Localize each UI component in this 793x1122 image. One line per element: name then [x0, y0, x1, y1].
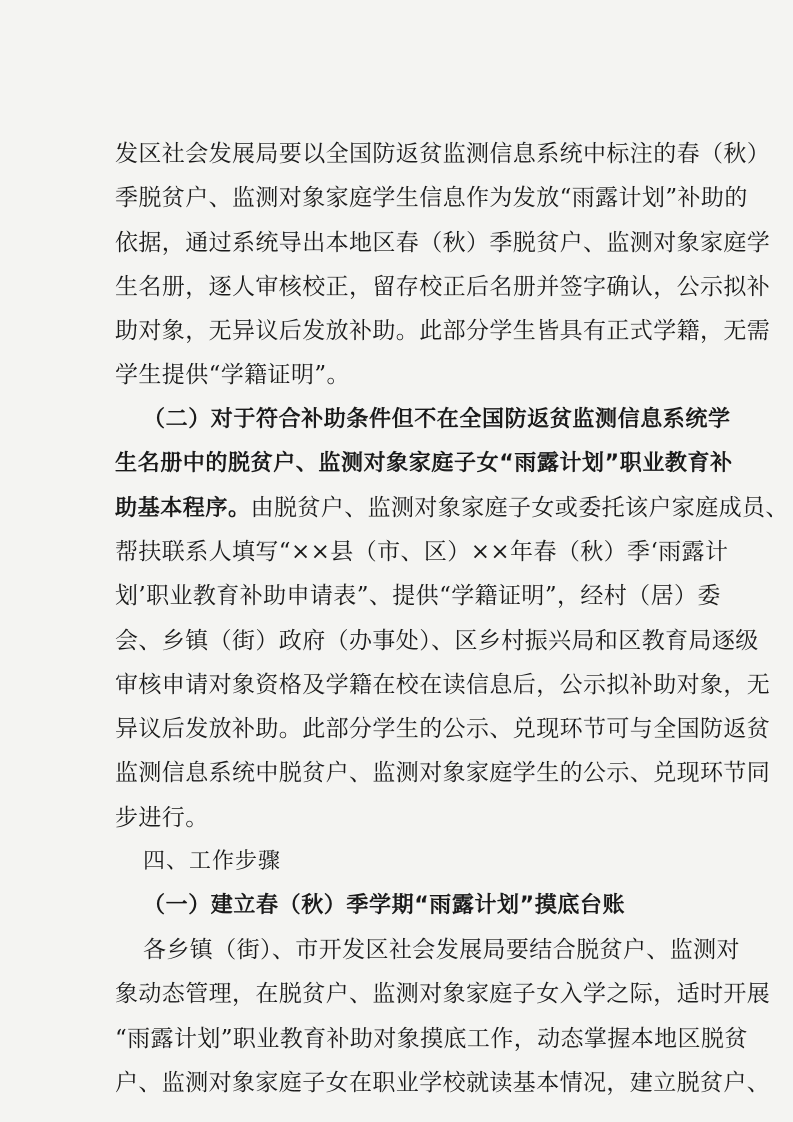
- section-bold-lead: 助基本程序。: [115, 496, 251, 521]
- section-heading: 四、工作步骤: [143, 849, 282, 874]
- paragraph-line: 季脱贫户、监测对象家庭学生信息作为发放“雨露计划”补助的: [115, 185, 748, 211]
- section-bold-line: 生名册中的脱贫户、监测对象家庭子女“雨露计划”职业教育补: [115, 451, 733, 476]
- paragraph-line: 发区社会发展局要以全国防返贫监测信息系统中标注的春（秋）: [115, 141, 771, 167]
- paragraph-line: 学生提供“学籍证明”。: [115, 362, 350, 388]
- paragraph-line: 助对象，无异议后发放补助。此部分学生皆具有正式学籍，无需: [115, 318, 771, 344]
- paragraph-line: 会、乡镇（街）政府（办事处）、区乡村振兴局和区教育局逐级: [115, 628, 759, 654]
- section-bold-line: （二）对于符合补助条件但不在全国防返贫监测信息系统学: [143, 407, 731, 432]
- paragraph-line: 生名册，逐人审核校正，留存校正后名册并签字确认，公示拟补: [115, 274, 771, 300]
- paragraph-line: 步进行。: [115, 805, 209, 831]
- paragraph-line: 各乡镇（街）、市开发区社会发展局要结合脱贫户、监测对: [143, 937, 740, 963]
- paragraph-line: 审核申请对象资格及学籍在校在读信息后，公示拟补助对象，无: [115, 672, 771, 698]
- paragraph-line: 划’职业教育补助申请表”、提供“学籍证明”，经村（居）委: [115, 583, 721, 609]
- section-mixed-line: [115, 493, 789, 524]
- section-line-rest: 由脱贫户、监测对象家庭子女或委托该户家庭成员、: [250, 495, 789, 521]
- paragraph-line: 帮扶联系人填写“××县（市、区）××年春（秋）季‘雨露计: [115, 539, 729, 565]
- paragraph-line: 户、监测对象家庭子女在职业学校就读基本情况，建立脱贫户、: [115, 1070, 771, 1096]
- paragraph-line: 监测信息系统中脱贫户、监测对象家庭学生的公示、兑现环节同: [115, 760, 771, 786]
- paragraph-line: 异议后发放补助。此部分学生的公示、兑现环节可与全国防返贫: [115, 716, 771, 742]
- paragraph-line: 象动态管理，在脱贫户、监测对象家庭子女入学之际，适时开展: [115, 981, 771, 1007]
- section-subheading: （一）建立春（秋）季学期“雨露计划”摸底台账: [143, 893, 626, 918]
- paragraph-line: 依据，通过系统导出本地区春（秋）季脱贫户、监测对象家庭学: [115, 230, 771, 256]
- paragraph-line: “雨露计划”职业教育补助对象摸底工作，动态掌握本地区脱贫: [115, 1026, 748, 1052]
